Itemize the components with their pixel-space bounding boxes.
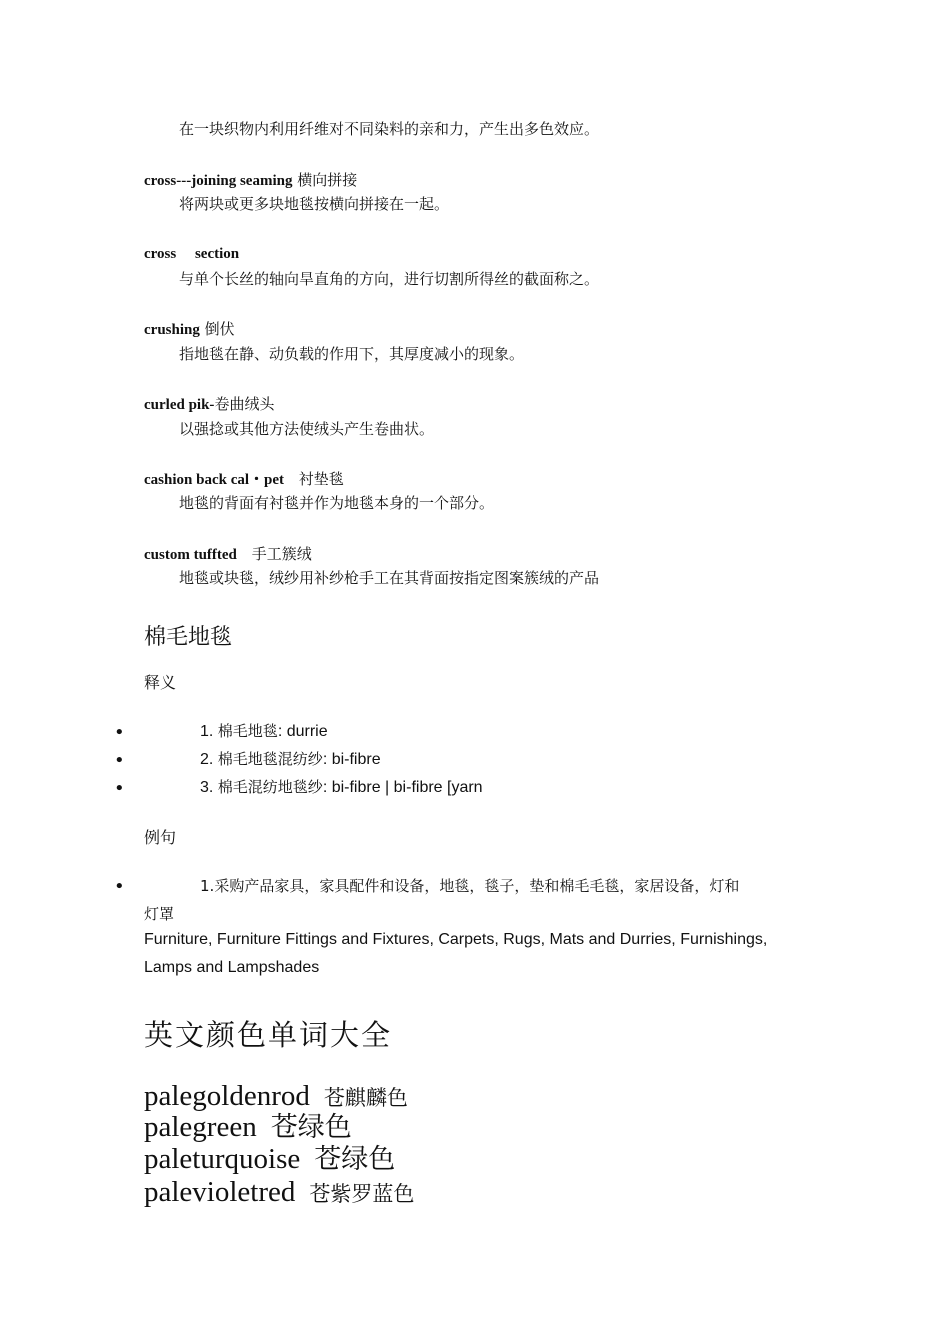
example-english-line2: Lamps and Lampshades: [144, 959, 320, 976]
meaning-english: : bi-fibre: [322, 751, 381, 768]
meaning-english: : durrie: [277, 723, 328, 740]
example-chinese-text: 采购产品家具，家具配件和设备，地毯，毯子，垫和棉毛毛毯，家居设备，灯和: [214, 877, 740, 895]
bullet-dot: •: [114, 722, 125, 743]
bullet-dot: •: [114, 876, 125, 897]
meaning-item: [200, 748, 381, 769]
term-english: cashion back cal・pet: [144, 472, 285, 488]
color-item: [144, 1143, 395, 1176]
color-english: palegreen: [144, 1111, 257, 1143]
section-title: 棉毛地毯: [144, 625, 233, 650]
meaning-chinese: 棉毛地毯混纺纱: [217, 750, 323, 768]
meaning-label: 释义: [144, 673, 177, 692]
term-english: cross---joining seaming: [144, 173, 293, 189]
colors-title: 英文颜色单词大全: [144, 1018, 393, 1052]
meaning-number: 1.: [200, 723, 214, 740]
color-item: [144, 1080, 408, 1114]
bullet-dot: •: [114, 778, 125, 799]
definition-text: 地毯或块毯，绒纱用补纱枪手工在其背面按指定图案簇绒的产品: [179, 569, 600, 587]
definition-text: 指地毯在静、动负载的作用下，其厚度减小的现象。: [179, 345, 525, 363]
meaning-number: 3.: [200, 779, 214, 796]
meaning-item: [200, 720, 328, 741]
color-english: palegoldenrod: [144, 1080, 310, 1112]
term-chinese: 横向拼接: [297, 171, 358, 189]
color-chinese: 苍绿色: [314, 1144, 396, 1175]
example-number: 1.: [200, 877, 215, 895]
bullet-dot: •: [114, 750, 125, 771]
color-item: [144, 1176, 414, 1210]
example-english-line1: Furniture, Furniture Fittings and Fixtures, Carpets, Rugs, Mats and Durries, Furnishings,: [144, 931, 768, 948]
color-item: [144, 1111, 352, 1144]
term-heading: [144, 244, 239, 263]
definition-text: 以强捻或其他方法使绒头产生卷曲状。: [179, 420, 435, 438]
term-chinese: 卷曲绒头: [214, 395, 275, 413]
meaning-item: [200, 776, 483, 797]
term-heading: [144, 169, 357, 190]
definition-text: 与单个长丝的轴向旱直角的方向，进行切割所得丝的截面称之。: [179, 270, 600, 288]
color-english: palevioletred: [144, 1176, 296, 1208]
term-chinese: 衬垫毯: [298, 470, 344, 488]
color-chinese: 苍绿色: [270, 1112, 352, 1143]
term-english: custom tuffted: [144, 547, 237, 563]
term-heading: [144, 393, 274, 414]
example-chinese-line2: 灯罩: [144, 905, 175, 923]
meaning-english: : bi-fibre | bi-fibre [yarn: [322, 779, 483, 796]
term-chinese: 倒伏: [204, 320, 235, 338]
color-chinese: 苍麒麟色: [323, 1086, 408, 1110]
meaning-chinese: 棉毛地毯: [217, 722, 278, 740]
definition-text: 在一块织物内利用纤维对不同染料的亲和力，产生出多色效应。: [179, 120, 600, 138]
term-heading: [144, 318, 235, 339]
term-chinese: 手工簇绒: [251, 545, 312, 563]
color-english: paleturquoise: [144, 1143, 301, 1175]
meaning-number: 2.: [200, 751, 214, 768]
term-english: cross section: [144, 246, 240, 262]
term-english: crushing: [144, 322, 200, 338]
example-label: 例句: [144, 828, 177, 847]
meaning-chinese: 棉毛混纺地毯纱: [217, 778, 323, 796]
definition-text: 将两块或更多块地毯按横向拼接在一起。: [179, 195, 450, 213]
color-chinese: 苍紫罗蓝色: [309, 1182, 415, 1206]
example-chinese-line1: [200, 875, 739, 896]
term-heading: [144, 468, 344, 489]
definition-text: 地毯的背面有衬毯并作为地毯本身的一个部分。: [179, 494, 495, 512]
term-english: curled pik-: [144, 397, 215, 413]
term-heading: [144, 543, 312, 564]
